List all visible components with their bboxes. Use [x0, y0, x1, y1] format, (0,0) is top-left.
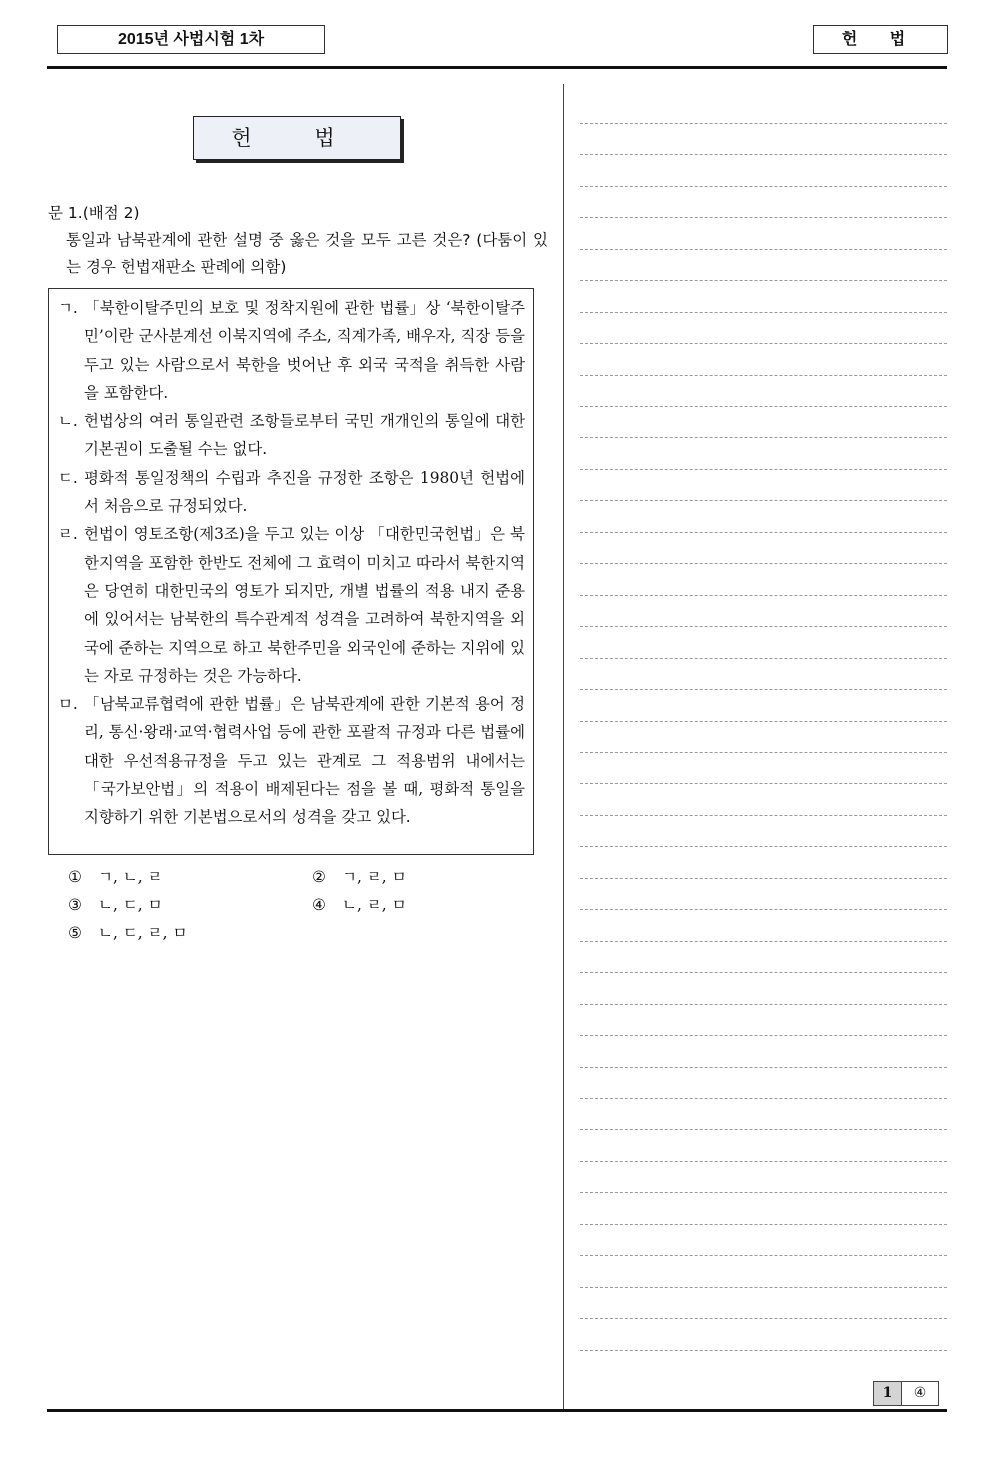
answer-choice-2[interactable]	[312, 866, 407, 888]
note-guide-line	[580, 815, 947, 816]
note-guide-line	[580, 1004, 947, 1005]
statement-marker: ㅁ.	[58, 695, 78, 714]
answer-choice-1[interactable]	[68, 866, 163, 888]
statement-item	[58, 294, 525, 407]
column-divider	[563, 84, 564, 1410]
note-guide-line	[580, 123, 947, 124]
page-mark: ④	[913, 1385, 927, 1401]
exam-title-box: 2015년 사법시험 1차	[57, 25, 325, 54]
statement-item	[58, 464, 525, 521]
choice-text: ㄴ, ㄷ, ㄹ, ㅁ	[98, 924, 188, 942]
choice-text: ㄴ, ㄹ, ㅁ	[342, 896, 407, 914]
choice-number: ②	[312, 868, 326, 886]
choice-text: ㄱ, ㄴ, ㄹ	[98, 868, 163, 886]
statement-marker: ㄹ.	[58, 525, 78, 544]
note-guide-line	[580, 469, 947, 470]
note-guide-line	[580, 280, 947, 281]
choice-text: ㄱ, ㄹ, ㅁ	[342, 868, 407, 886]
note-guide-line	[580, 563, 947, 564]
note-guide-line	[580, 595, 947, 596]
note-guide-line	[580, 406, 947, 407]
note-guide-line	[580, 878, 947, 879]
note-guide-line	[580, 972, 947, 973]
note-guide-line	[580, 186, 947, 187]
note-guide-line	[580, 1161, 947, 1162]
note-guide-line	[580, 1067, 947, 1068]
note-guide-line	[580, 1255, 947, 1256]
statement-item	[58, 690, 525, 831]
note-guide-line	[580, 249, 947, 250]
choice-number: ①	[68, 868, 82, 886]
answer-choice-4[interactable]	[312, 894, 407, 916]
note-guide-line	[580, 1224, 947, 1225]
subject-title: 헌 법	[193, 116, 401, 160]
note-guide-line	[580, 941, 947, 942]
note-guide-line	[580, 909, 947, 910]
note-guide-line	[580, 532, 947, 533]
note-guide-line	[580, 1192, 947, 1193]
note-guide-line	[580, 343, 947, 344]
choice-number: ⑤	[68, 924, 82, 942]
statements-box	[48, 288, 534, 855]
subject-label-box: 헌 법	[813, 25, 948, 54]
note-guide-line	[580, 783, 947, 784]
note-guide-line	[580, 721, 947, 722]
note-guide-line	[580, 1318, 947, 1319]
note-guide-line	[580, 1287, 947, 1288]
page-number: 1	[874, 1382, 902, 1405]
note-guide-line	[580, 1350, 947, 1351]
footer-rule	[47, 1409, 947, 1412]
statement-text: 헌법이 영토조항(제3조)을 두고 있는 이상 「대한민국헌법」은 북한지역을 포함한 한반도 전체에 그 효력이 미치고 따라서 북한지역은 당연히 대한민국의 영토가 되지만, 개별 법률의 적용 내지 준용에 있어서는 남북한의 특수관계적 성격을 고려하여 북한지역을 외국에 준하는 지역으로 하고 북한주민을 외국인에 준하는 지위에 있는 자로 규정하는 것은 가능하다.	[84, 525, 525, 685]
note-guide-line	[580, 500, 947, 501]
note-guide-line	[580, 1035, 947, 1036]
answer-choice-3[interactable]	[68, 894, 163, 916]
statement-item	[58, 407, 525, 464]
choice-number: ④	[312, 896, 326, 914]
note-guide-line	[580, 658, 947, 659]
answer-choice-5[interactable]	[68, 922, 187, 944]
note-guide-line	[580, 752, 947, 753]
statement-marker: ㄴ.	[58, 412, 78, 431]
note-guide-line	[580, 626, 947, 627]
page-badge	[873, 1381, 939, 1406]
note-guide-line	[580, 154, 947, 155]
choice-text: ㄴ, ㄷ, ㅁ	[98, 896, 163, 914]
note-guide-line	[580, 217, 947, 218]
statement-marker: ㄱ.	[58, 299, 78, 317]
statement-item	[58, 520, 525, 690]
statement-text: 헌법상의 여러 통일관련 조항들로부터 국민 개개인의 통일에 대한 기본권이 도출될 수는 없다.	[84, 412, 525, 459]
note-guide-line	[580, 846, 947, 847]
note-guide-line	[580, 437, 947, 438]
statement-text: 「남북교류협력에 관한 법률」은 남북관계에 관한 기본적 용어 정리, 통신·왕래·교역·협력사업 등에 관한 포괄적 규정과 다른 법률에 대한 우선적용규정을 두고 있는 관계로 그 적용범위 내에서는 「국가보안법」의 적용이 배제된다는 점을 볼 때, 평화적 통일을 지향하기 위한 기본법으로서의 성격을 갖고 있다.	[84, 695, 525, 827]
choice-number: ③	[68, 896, 82, 914]
statement-text: 「북한이탈주민의 보호 및 정착지원에 관한 법률」상 ‘북한이탈주민’이란 군사분계선 이북지역에 주소, 직계가족, 배우자, 직장 등을 두고 있는 사람으로서 북한을 벗어난 후 외국 국적을 취득한 사람을 포함한다.	[84, 299, 525, 402]
statement-marker: ㄷ.	[58, 468, 78, 487]
note-guide-line	[580, 1098, 947, 1099]
note-guide-line	[580, 375, 947, 376]
question-block	[48, 200, 548, 281]
note-guide-line	[580, 1129, 947, 1130]
statement-text: 평화적 통일정책의 수립과 추진을 규정한 조항은 1980년 헌법에서 처음으로 규정되었다.	[84, 468, 525, 516]
question-stem: 통일과 남북관계에 관한 설명 중 옳은 것을 모두 고른 것은? (다툼이 있는 경우 헌법재판소 판례에 의함)	[66, 231, 548, 276]
question-number: 문 1.(배점 2)	[48, 204, 140, 222]
note-guide-line	[580, 312, 947, 313]
header-rule	[47, 66, 947, 69]
note-guide-line	[580, 689, 947, 690]
